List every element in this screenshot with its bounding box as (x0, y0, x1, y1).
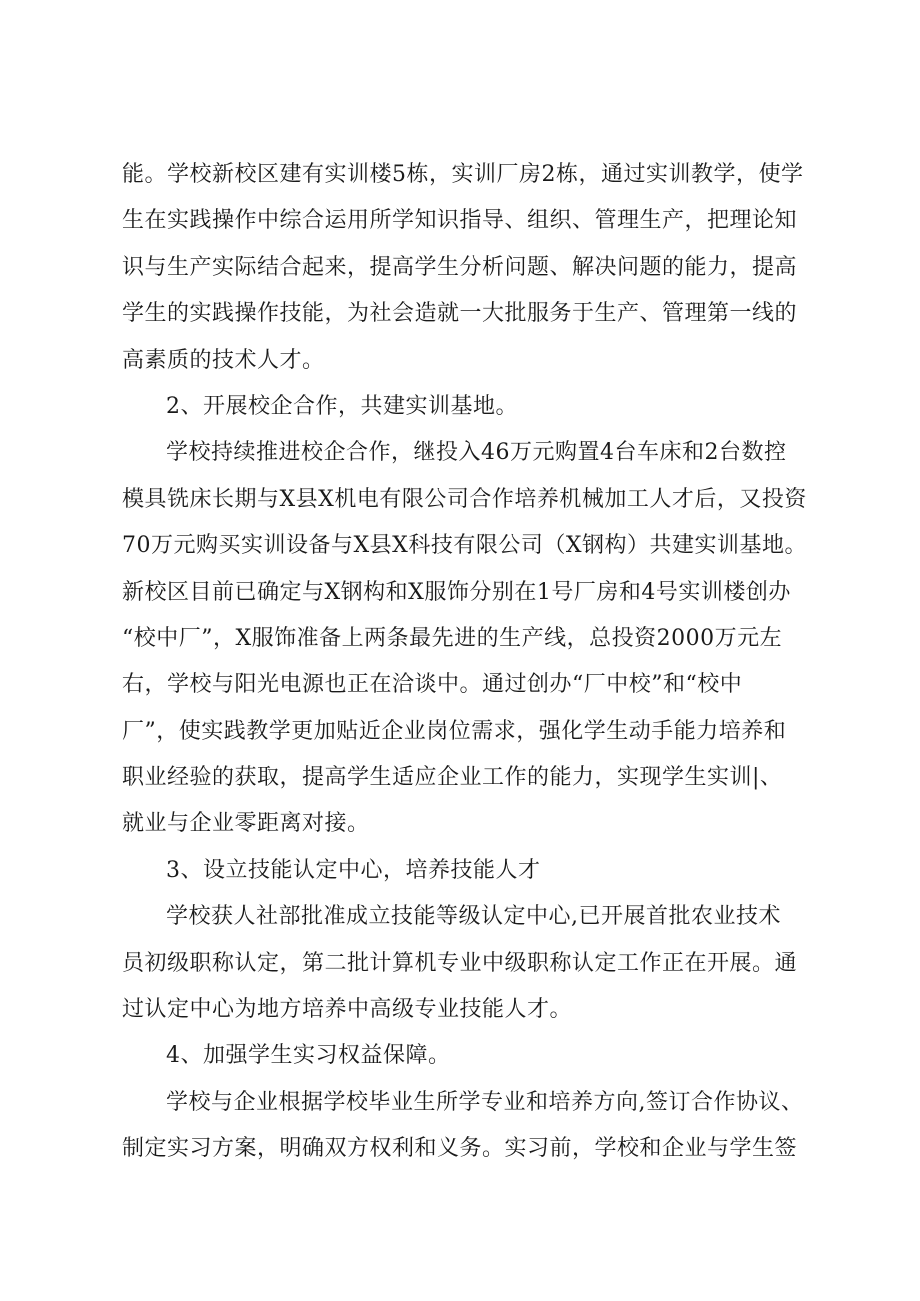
text-line-9: 70万元购买实训设备与X县X科技有限公司（X钢构）共建实训基地。 (122, 533, 807, 559)
text-line-17: 学校获人社部批准成立技能等级认定中心,已开展首批农业技术 (166, 904, 781, 930)
text-line-11: “校中厂”，X服饰准备上两条最先进的生产线，总投资2000万元左 (122, 625, 783, 651)
text-line-2: 生在实践操作中综合运用所学知识指导、组织、管理生产，把理论知 (122, 208, 798, 234)
text-line-5: 高素质的技术人才。 (122, 347, 325, 373)
text-line-1: 能。学校新校区建有实训楼5栋，实训厂房2栋，通过实训教学，使学 (122, 162, 804, 187)
text-line-7: 学校持续推进校企合作，继投入46万元购置4台车床和2台数控 (166, 440, 787, 466)
text-line-3: 识与生产实际结合起来，提高学生分析问题、解决问题的能力，提高 (122, 254, 798, 280)
text-line-4: 学生的实践操作技能，为社会造就一大批服务于生产、管理第一线的 (122, 301, 798, 327)
text-line-21: 学校与企业根据学校毕业生所学专业和培养方向,签订合作协议、 (166, 1089, 804, 1115)
text-line-15: 就业与企业零距离对接。 (122, 811, 370, 837)
section-heading-4: 4、加强学生实习权益保障。 (166, 1043, 451, 1069)
text-line-13: 厂”，使实践教学更加贴近企业岗位需求，强化学生动手能力培养和 (122, 718, 787, 744)
text-line-22: 制定实习方案，明确双方权利和义务。实习前，学校和企业与学生签 (122, 1136, 798, 1162)
document-body (122, 152, 812, 1173)
text-line-18: 员初级职称认定，第二批计算机专业中级职称认定工作正在开展。通 (122, 950, 798, 976)
text-line-8: 模具铣床长期与X县X机电有限公司合作培养机械加工人才后，又投资 (122, 486, 807, 512)
text-line-14: 职业经验的获取，提高学生适应企业工作的能力，实现学生实训|、 (122, 765, 783, 791)
text-line-12: 右，学校与阳光电源也正在洽谈中。通过创办“厂中校”和“校中 (122, 672, 743, 698)
text-line-10: 新校区目前已确定与X钢构和X服饰分别在1号厂房和4号实训楼创办 (122, 579, 791, 605)
section-heading-2: 2、开展校企合作，共建实训基地。 (166, 393, 518, 419)
section-heading-3: 3、设立技能认定中心，培养技能人才 (166, 857, 541, 883)
text-line-19: 过认定中心为地方培养中高级专业技能人才。 (122, 997, 573, 1023)
